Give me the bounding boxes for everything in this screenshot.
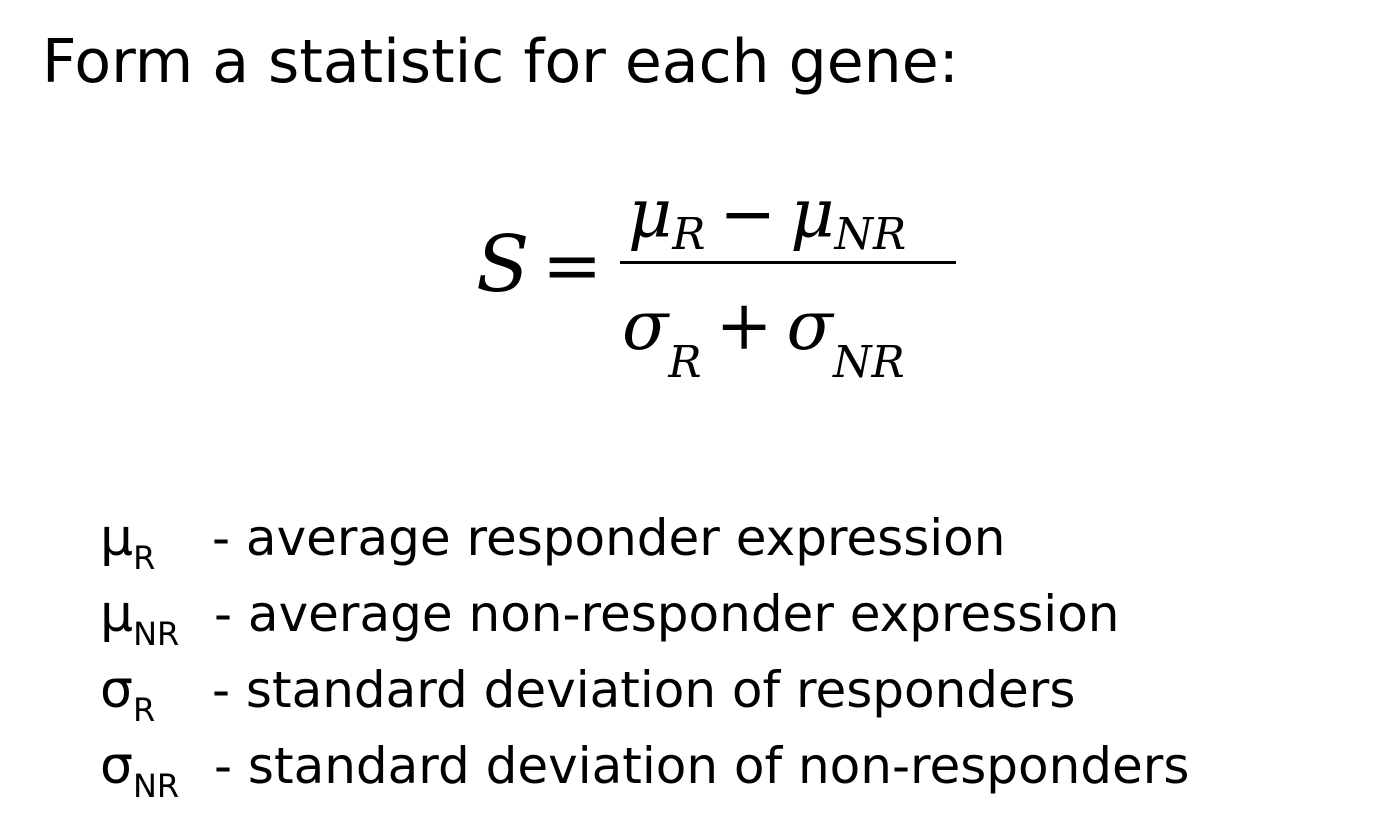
numerator-left-symbol: μ [628, 175, 673, 254]
definition-symbol: $\mu_{NR}$ [100, 584, 180, 653]
numerator-operator: − [719, 175, 777, 254]
definition-text: - standard deviation of non-responders [214, 737, 1190, 795]
numerator-left-subscript: R [672, 209, 706, 260]
formula-denominator [622, 282, 962, 388]
denominator-left-subscript: R [668, 337, 702, 388]
formula-equals: = [542, 223, 603, 307]
statistic-formula [476, 170, 976, 400]
definition-row [100, 500, 1300, 576]
numerator-right-subscript: NR [834, 209, 907, 260]
formula-numerator [628, 170, 958, 260]
definition-row [100, 576, 1300, 652]
denominator-right-subscript: NR [832, 337, 905, 388]
formula-lhs: S [476, 220, 530, 310]
definition-symbol: $\sigma_{NR}$ [100, 736, 180, 805]
denominator-left-symbol: σ [622, 287, 669, 366]
slide-title: Form a statistic for each gene: [42, 27, 959, 97]
definition-text: - average non-responder expression [214, 585, 1120, 643]
definitions-list [100, 500, 1300, 804]
definition-row [100, 652, 1300, 728]
fraction-line [620, 261, 956, 264]
definition-row [100, 728, 1300, 804]
denominator-right-symbol: σ [786, 287, 833, 366]
numerator-right-symbol: μ [790, 175, 835, 254]
definition-text: - average responder expression [212, 509, 1006, 567]
denominator-operator: + [715, 287, 773, 366]
definition-text: - standard deviation of responders [212, 661, 1076, 719]
definition-symbol: $\sigma_R$ [100, 660, 156, 729]
definition-symbol: $\mu_R$ [100, 508, 156, 577]
